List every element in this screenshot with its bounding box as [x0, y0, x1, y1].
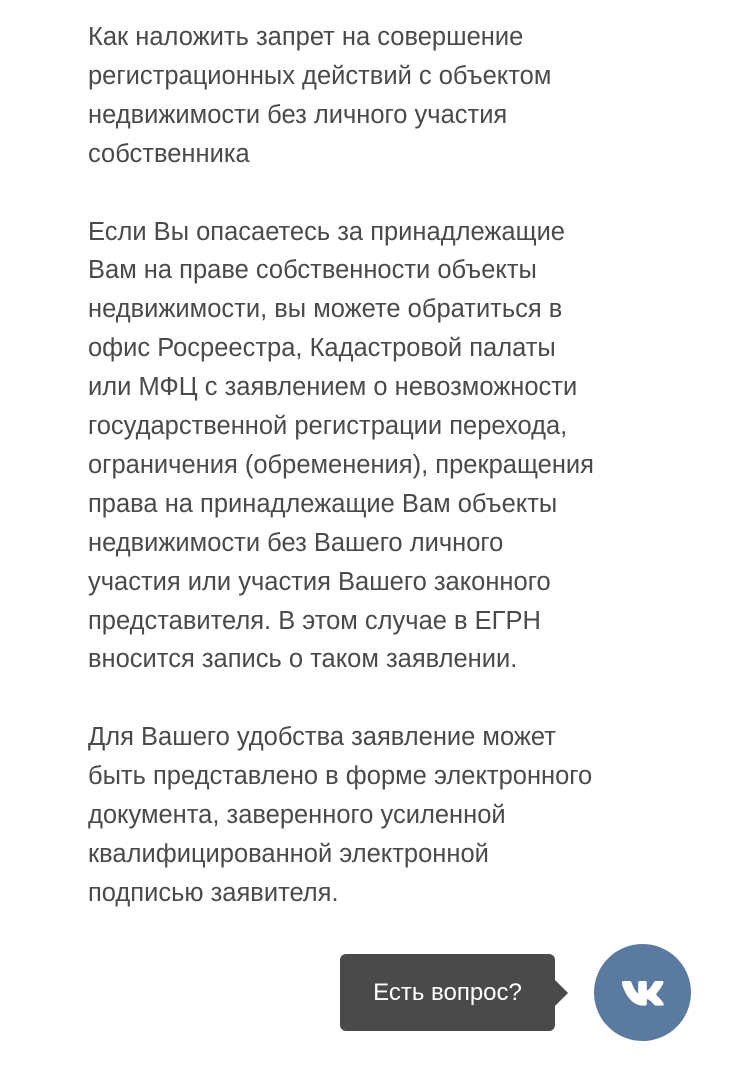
vk-chat-button[interactable] — [594, 944, 691, 1041]
article-body — [88, 18, 658, 952]
article-title: Как наложить запрет на совершение регистрационных действий с объектом недвижимости без личного участия собственника — [88, 23, 552, 168]
tooltip-arrow-icon — [555, 980, 568, 1006]
article-paragraph-1: Если Вы опасаетесь за принадлежащие Вам на праве собственности объекты недвижимости, вы можете обратиться в офис Росреестра, Кадастровой палаты или МФЦ с заявлением о невозможности государственной регистрации перехода, ограничения (обременения), прекращения права на принадлежащие Вам объекты недвижимости без Вашего личного участия или участия Вашего законного представителя. В этом случае в ЕГРН вносится запись о таком заявлении. — [88, 217, 594, 674]
article-paragraph-2: Для Вашего удобства заявление может быть представлено в форме электронного документа, заверенного усиленной квалифицированной электронной подписью заявителя. — [88, 723, 593, 907]
chat-tooltip-label: Есть вопрос? — [373, 978, 522, 1006]
chat-tooltip[interactable] — [340, 954, 555, 1031]
vk-logo-icon — [620, 979, 666, 1007]
